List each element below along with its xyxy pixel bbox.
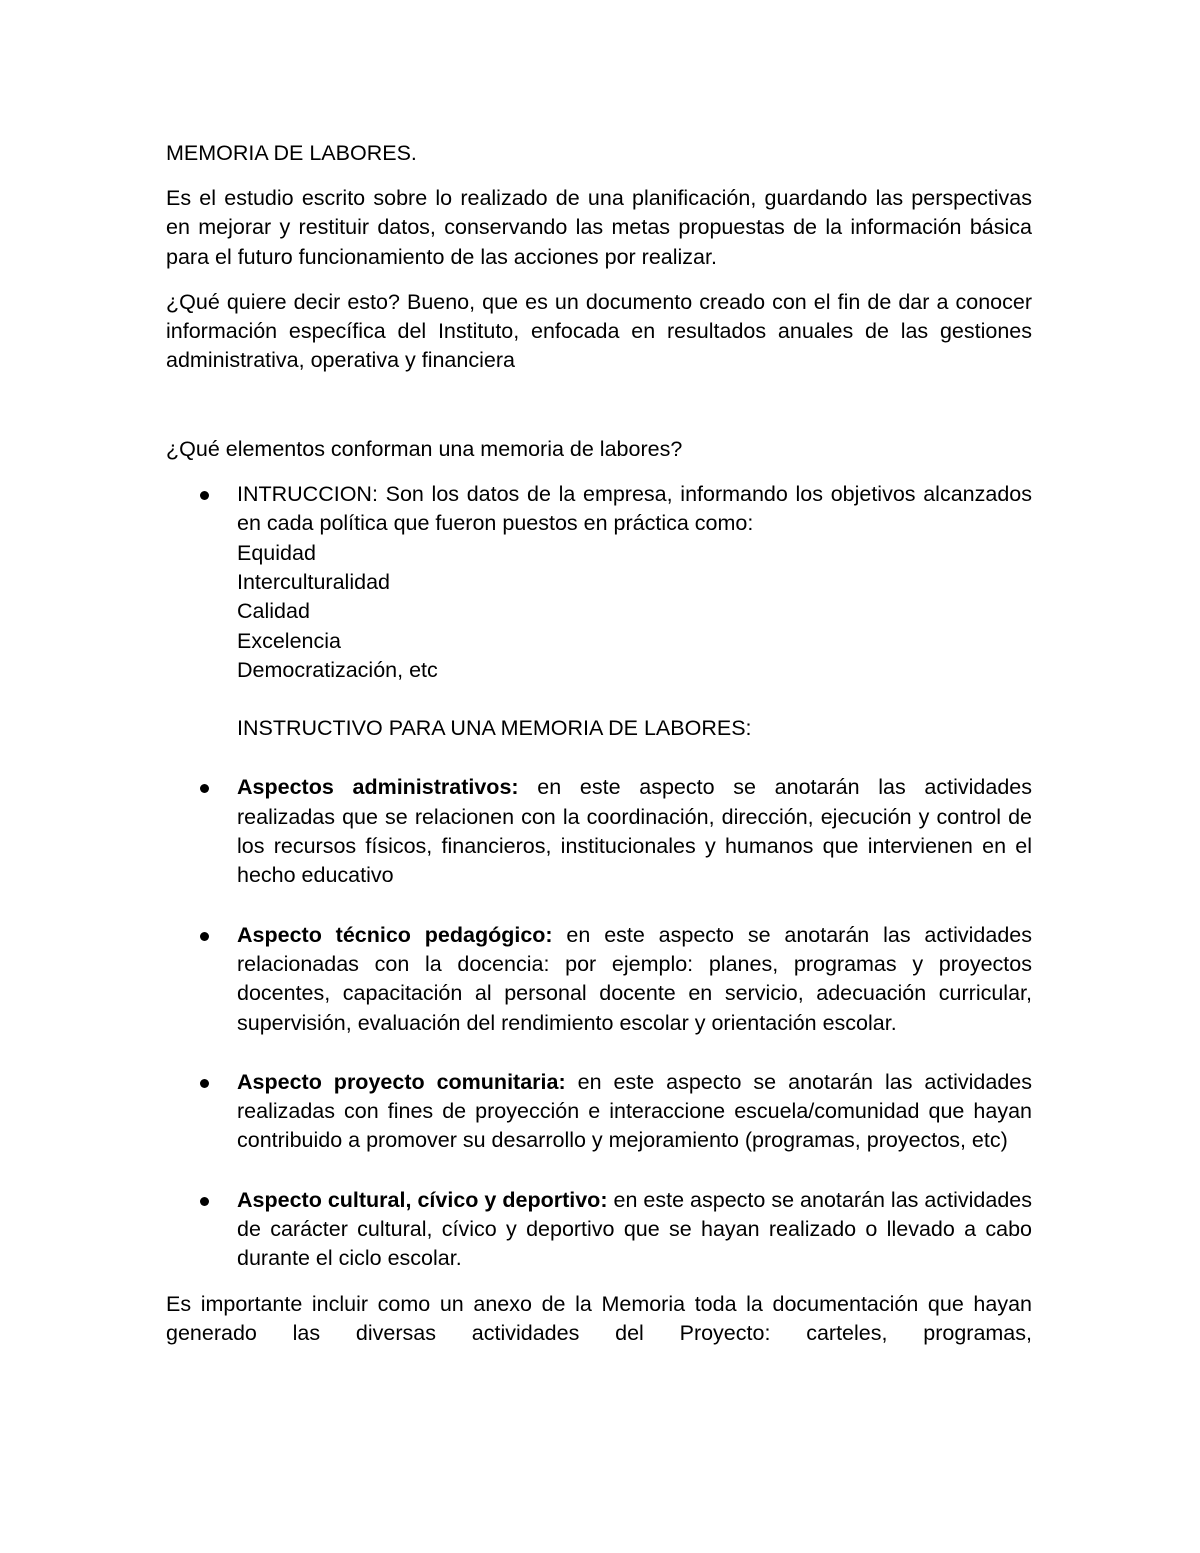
aspect-label: Aspecto técnico pedagógico: [237, 922, 553, 947]
value-item: Excelencia [237, 628, 341, 653]
bullet-icon [200, 784, 209, 793]
aspect-text: en este aspecto se anotarán las actividades realizadas con fines de proyección e interaccione escuela/comunidad que hayan contribuido a promover su desarrollo y mejoramiento (programas, proyectos, etc) [237, 1069, 1032, 1153]
document-title: MEMORIA DE LABORES. [166, 141, 417, 165]
bullet-icon [200, 491, 209, 500]
intro-paragraph: Es el estudio escrito sobre lo realizado de una planificación, guardando las perspectivas en mejorar y restituir datos, conservando las metas propuestas de la información básica para el futuro funcionamiento de las acciones por realizar. [166, 186, 1032, 269]
value-item: Calidad [237, 599, 310, 624]
elements-list [166, 480, 1032, 1274]
aspect-text: en este aspecto se anotarán las actividades de carácter cultural, cívico y deportivo que se hayan realizado o llevado a cabo durante el ciclo escolar. [237, 1187, 1032, 1271]
document-page [166, 139, 1032, 1348]
bullet-icon [200, 1079, 209, 1088]
values-list [237, 539, 1032, 685]
aspect-text: en este aspecto se anotarán las actividades realizadas que se relacionen con la coordinación, dirección, ejecución y control de los recursos físicos, financieros, institucionales y humanos que intervienen en el hecho educativo [237, 775, 1032, 888]
aspect-label: Aspecto proyecto comunitaria: [237, 1069, 566, 1094]
closing-paragraph: Es importante incluir como un anexo de la Memoria toda la documentación que hayan generado las diversas actividades del Proyecto: carteles, programas, [166, 1291, 1032, 1345]
aspect-label: Aspectos administrativos: [237, 775, 519, 800]
explanation-paragraph: ¿Qué quiere decir esto? Bueno, que es un documento creado con el fin de dar a conocer información específica del Instituto, enfocada en resultados anuales de las gestiones administrativa, operativa y financiera [166, 289, 1032, 373]
introduccion-text: INTRUCCION: Son los datos de la empresa, informando los objetivos alcanzados en cada política que fueron puestos en práctica como: [237, 482, 1032, 536]
value-item: Democratización, etc [237, 657, 438, 682]
list-item-introduccion [166, 480, 1032, 743]
list-item-aspect-community [166, 1068, 1032, 1156]
list-item-aspect-pedagogical [166, 921, 1032, 1038]
bullet-icon [200, 1197, 209, 1206]
instructivo-heading: INSTRUCTIVO PARA UNA MEMORIA DE LABORES: [237, 716, 752, 741]
value-item: Equidad [237, 540, 316, 565]
aspect-text: en este aspecto se anotarán las actividades relacionadas con la docencia: por ejemplo: planes, programas y proyectos docentes, capacitación al personal docente en servicio, adecuación curricular, supervisión, evaluación del rendimiento escolar y orientación escolar. [237, 922, 1032, 1035]
list-item-aspect-cultural [166, 1186, 1032, 1274]
aspect-label: Aspecto cultural, cívico y deportivo: [237, 1187, 608, 1212]
list-item-aspect-administrative [166, 773, 1032, 890]
bullet-icon [200, 932, 209, 941]
value-item: Interculturalidad [237, 569, 390, 594]
elements-question: ¿Qué elementos conforman una memoria de labores? [166, 436, 683, 461]
